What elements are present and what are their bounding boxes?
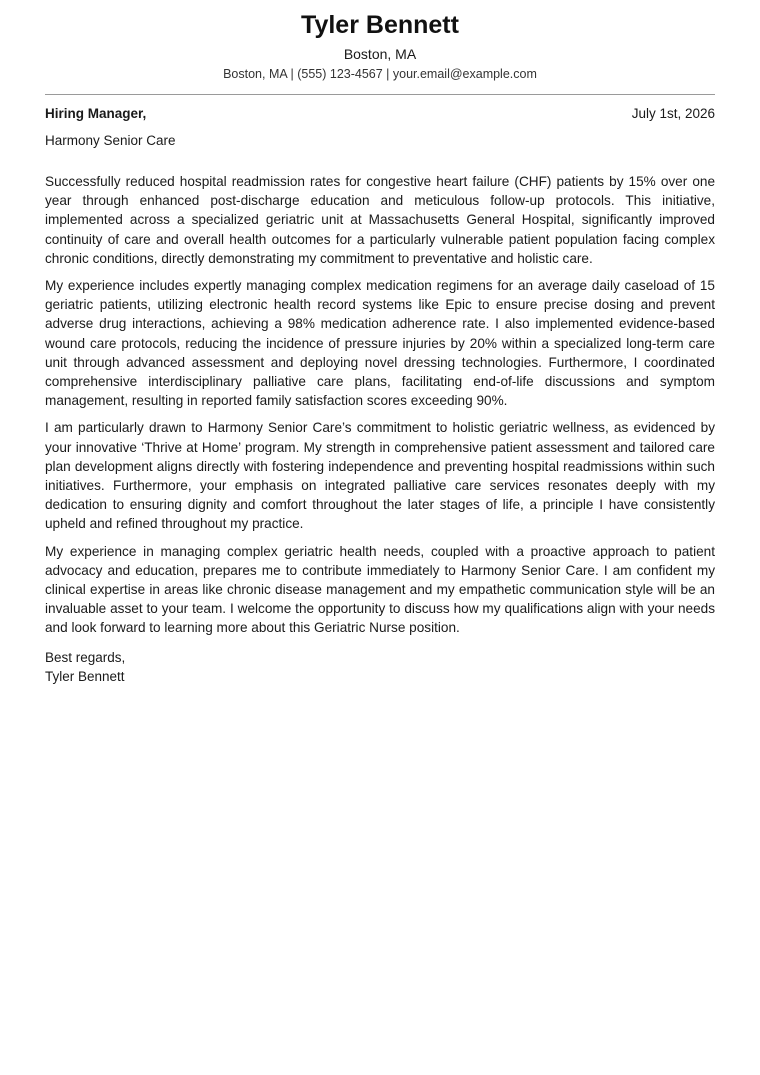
letter-body: [45, 172, 715, 638]
body-paragraph: Successfully reduced hospital readmission rates for congestive heart failure (CHF) patients by 15% over one year through enhanced post-discharge education and meticulous follow-up protocols. This initiative, implemented across a specialized geriatric unit at Massachusetts General Hospital, significantly improved continuity of care and overall health outcomes for a particularly vulnerable patient population facing complex chronic conditions, directly demonstrating my commitment to preventative and holistic care.: [45, 174, 715, 266]
letter-header: [45, 0, 715, 95]
recipient-salutation: Hiring Manager,: [45, 106, 147, 121]
salutation-row: [45, 105, 715, 123]
header-divider: [45, 94, 715, 95]
letter-closing: [45, 648, 715, 686]
applicant-location: Boston, MA: [343, 46, 417, 62]
cover-letter-page: [45, 0, 715, 686]
body-paragraph: I am particularly drawn to Harmony Senior Care’s commitment to holistic geriatric wellness, as evidenced by your innovative ‘Thrive at Home’ program. My strength in comprehensive patient assessment and tailored care plan development aligns directly with fostering independence and preventing hospital readmissions within such initiatives. Furthermore, your emphasis on integrated palliative care services resonates deeply with my dedication to ensuring dignity and comfort throughout the later stages of life, a principle I have consistently upheld and refined throughout my practice.: [45, 420, 715, 532]
applicant-name: Tyler Bennett: [301, 11, 459, 39]
contact-line: Boston, MA | (555) 123-4567 | your.email@example.com: [223, 67, 537, 81]
letter-date: July 1st, 2026: [631, 106, 715, 121]
closing-phrase: Best regards,: [45, 649, 126, 665]
recipient-company: Harmony Senior Care: [45, 133, 176, 148]
body-paragraph: My experience in managing complex geriatric health needs, coupled with a proactive approach to patient advocacy and education, prepares me to contribute immediately to Harmony Senior Care. I am confident my clinical expertise in areas like chronic disease management and my empathetic communication style will be an invaluable asset to your team. I welcome the opportunity to discuss how my qualifications align with your needs and look forward to learning more about this Geriatric Nurse position.: [45, 543, 715, 636]
signature-name: Tyler Bennett: [45, 668, 125, 684]
body-paragraph: My experience includes expertly managing complex medication regimens for an average daily caseload of 15 geriatric patients, utilizing electronic health record systems like Epic to ensure precise dosing and prevent adverse drug interactions, achieving a 98% medication adherence rate. I also implemented evidence-based wound care protocols, reducing the incidence of pressure injuries by 20% within a specialized long-term care unit through advanced assessment and deploying novel dressing technologies. Furthermore, I coordinated comprehensive interdisciplinary palliative care plans, facilitating end-of-life discussions and symptom management, resulting in reported family satisfaction scores exceeding 90%.: [45, 278, 715, 409]
